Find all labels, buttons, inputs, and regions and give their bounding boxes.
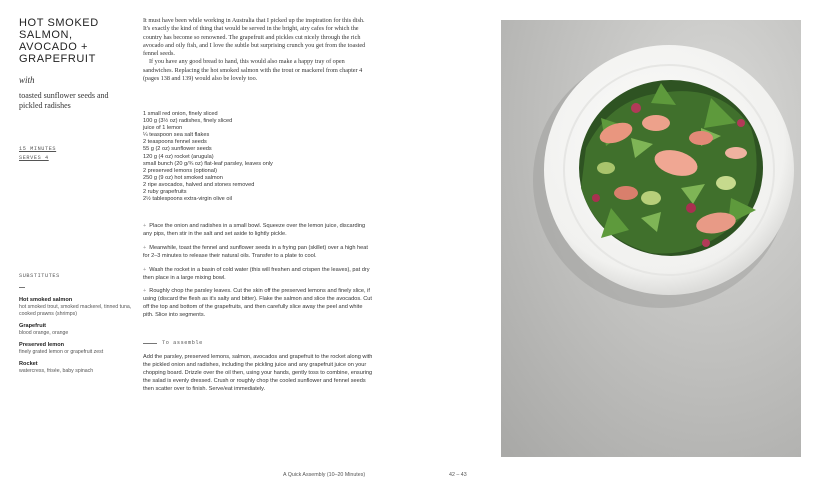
page-numbers: 42 – 43 (449, 472, 467, 478)
assemble-text: Add the parsley, preserved lemons, salmon, avocados and grapefruit to the rocket along with the pickled onion and radishes, including the pickling juice and any grapefruit juice on your chopping board. Drizzle over the oil then, using your hands, gently toss to combine, ensuring the salad is evenly dressed. Crush or roughly chop the cooled sunflower and fennel seeds then scatter over to finish. Serve/eat immediately. (143, 354, 373, 392)
method-step (143, 288, 373, 320)
substitutes-heading: SUBSTITUTES (19, 273, 60, 279)
serves-label: SERVES 4 (19, 155, 49, 161)
method-steps (143, 223, 373, 326)
step-text: Place the onion and radishes in a small bowl. Squeeze over the lemon juice, discarding any pips, then stir in the salt and set aside to lightly pickle. (143, 223, 366, 237)
substitute-name: Grapefruit (19, 323, 47, 329)
ingredient: ¼ teaspoon sea salt flakes (143, 132, 210, 139)
salad-photo (501, 20, 801, 457)
assemble-label: To assemble (162, 340, 203, 346)
ingredient: 2 ripe avocados, halved and stones removed (143, 181, 255, 188)
ingredient: 2 teaspoons fennel seeds (143, 139, 207, 146)
title-line: HOT SMOKED (19, 17, 99, 29)
ingredient: small bunch (20 g/¾ oz) flat-leaf parsley, leaves only (143, 160, 273, 167)
intro-paragraph: It must have been while working in Australia that I picked up the inspiration for this dish. It's exactly the kind of thing that would be served in the bright, airy cafes for which the country has become so renowned. The grapefruit and pickles cut nicely through the rich avocado and oily fish, and I love the subtle but surprising crunch you get from the toasted fennel seeds. (143, 17, 366, 58)
title-line: AVOCADO + (19, 41, 89, 53)
method-step (143, 223, 373, 239)
recipe-title (19, 17, 129, 65)
substitute-item (19, 342, 134, 356)
method-step (143, 267, 373, 283)
ingredient: 2 ruby grapefruits (143, 189, 187, 196)
substitute-item (19, 323, 134, 337)
intro-text (143, 17, 373, 83)
ingredient: 2 preserved lemons (optional) (143, 167, 217, 174)
ingredient: 1 small red onion, finely sliced (143, 111, 218, 117)
plus-icon: + (143, 288, 147, 295)
title-line: GRAPEFRUIT (19, 53, 96, 65)
ingredients-list (143, 111, 373, 203)
substitute-desc: blood orange, orange (19, 330, 69, 336)
ingredient: 250 g (9 oz) hot smoked salmon (143, 174, 223, 181)
substitute-desc: finely grated lemon or grapefruit zest (19, 349, 104, 355)
plus-icon: + (143, 266, 147, 273)
ingredient: 55 g (2 oz) sunflower seeds (143, 146, 212, 153)
substitutes-list (19, 297, 134, 380)
ingredient: 2½ tablespoons extra-virgin olive oil (143, 196, 232, 203)
assemble-rule (143, 343, 157, 344)
plus-icon: + (143, 244, 147, 251)
salad (579, 80, 763, 256)
intro-paragraph: If you have any good bread to hand, this would also make a happy tray of open sandwiches. Replacing the hot smoked salmon with the trout or mackerel from chapter 4 (pages 138 and 139) would also be lovely too. (143, 58, 363, 83)
running-footer: A Quick Assembly (10–20 Minutes) (283, 472, 366, 478)
recipe-meta (19, 145, 56, 163)
ingredient: 120 g (4 oz) rocket (arugula) (143, 153, 214, 160)
substitute-name: Rocket (19, 361, 38, 367)
substitute-item (19, 297, 134, 318)
substitute-desc: hot smoked trout, smoked mackerel, tinned tuna, cooked prawns (shrimps) (19, 304, 132, 317)
step-text: Wash the rocket in a basin of cold water (this will freshen and crispen the leaves), pat dry then place in a large mixing bowl. (143, 266, 370, 281)
substitute-name: Preserved lemon (19, 342, 65, 348)
substitute-desc: watercress, frisée, baby spinach (19, 368, 94, 374)
method-step (143, 245, 373, 261)
assemble-heading (143, 340, 203, 346)
step-text: Roughly chop the parsley leaves. Cut the skin off the preserved lemons and finely slice, if using (discard the flesh as it's salty and bitter). Flake the salmon and slice the avocados. Cut off the top and bottom of the grapefruits, and then carefully slice away the peel and white pith. Slice into segments. (143, 288, 372, 319)
substitute-name: Hot smoked salmon (19, 297, 73, 303)
title-line: SALMON, (19, 29, 73, 41)
step-text: Meanwhile, toast the fennel and sunflower seeds in a frying pan (skillet) over a high heat for 2–3 minutes to release their natural oils. Transfer to a plate to cool. (143, 244, 368, 259)
ingredient: 100 g (3½ oz) radishes, finely sliced (143, 118, 233, 125)
ingredient: juice of 1 lemon (143, 125, 183, 132)
time-label: 15 MINUTES (19, 146, 57, 152)
recipe-subtitle: toasted sunflower seeds and pickled radishes (19, 91, 109, 110)
plus-icon: + (143, 223, 147, 229)
substitutes-divider (19, 287, 25, 288)
substitute-item (19, 361, 134, 375)
with-label: with (19, 75, 35, 85)
